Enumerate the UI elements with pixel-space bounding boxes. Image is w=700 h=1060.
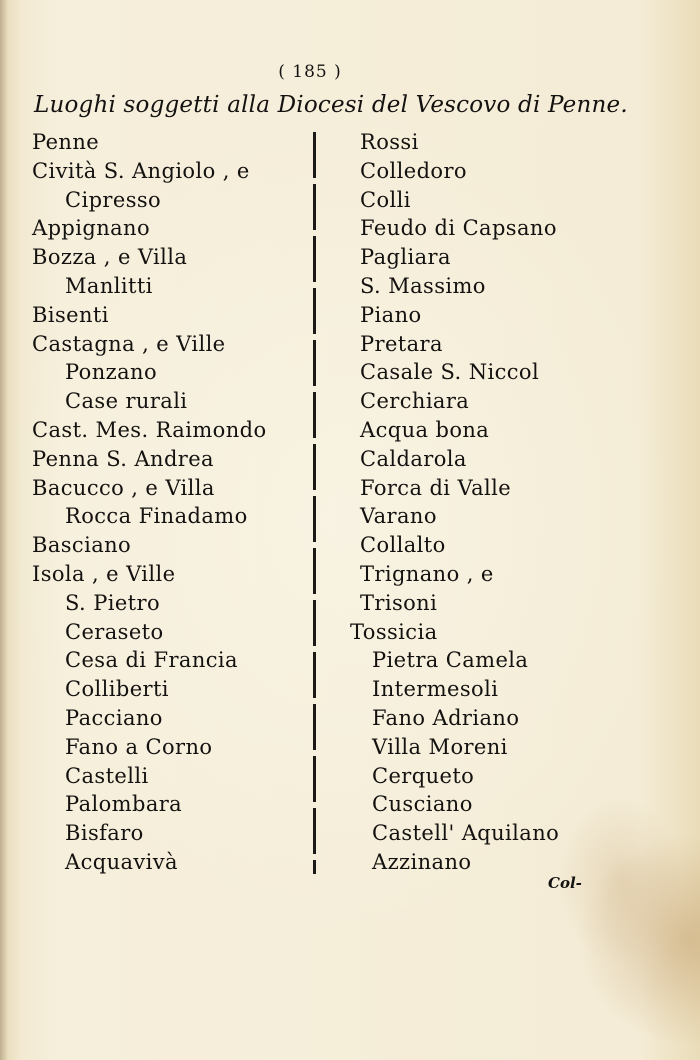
place-entry: Colliberti bbox=[65, 677, 169, 702]
place-entry: Tossicia bbox=[350, 619, 438, 644]
place-entry: Villa Moreni bbox=[372, 734, 508, 759]
right-column-place-list bbox=[350, 128, 590, 877]
place-entry: Basciano bbox=[32, 533, 132, 558]
left-column-place-list bbox=[32, 128, 302, 877]
place-entry: Cipresso bbox=[65, 187, 162, 212]
page-heading: Luoghi soggetti alla Diocesi del Vescovo di Penne. bbox=[34, 92, 628, 118]
place-entry: Cerqueto bbox=[372, 763, 475, 788]
place-entry: Manlitti bbox=[65, 273, 153, 298]
catchword: Col- bbox=[548, 874, 582, 892]
place-entry: Varano bbox=[360, 504, 437, 529]
place-entry: Isola , e Ville bbox=[32, 561, 176, 586]
place-entry: Pietra Camela bbox=[372, 648, 529, 673]
place-entry: Cerchiara bbox=[360, 389, 470, 414]
place-entry: Bozza , e Villa bbox=[32, 245, 188, 270]
place-entry: Bisfaro bbox=[65, 821, 144, 846]
place-entry: S. Pietro bbox=[65, 590, 160, 615]
place-entry: Palombara bbox=[65, 792, 183, 817]
place-entry: Trisoni bbox=[360, 590, 438, 615]
place-entry: Acquavivà bbox=[65, 849, 178, 874]
place-entry: Castell' Aquilano bbox=[372, 821, 560, 846]
place-entry: Pacciano bbox=[65, 705, 163, 730]
place-entry: Colledoro bbox=[360, 158, 467, 183]
place-entry: Trignano , e bbox=[360, 561, 494, 586]
place-entry: Appignano bbox=[32, 216, 151, 241]
place-entry: Cusciano bbox=[372, 792, 473, 817]
place-entry: Rocca Finadamo bbox=[65, 504, 248, 529]
place-entry: Pagliara bbox=[360, 245, 451, 270]
place-entry: Penne bbox=[32, 130, 100, 154]
place-entry: Ceraseto bbox=[65, 619, 164, 644]
place-entry: Colli bbox=[360, 187, 411, 212]
place-entry: Piano bbox=[360, 302, 422, 327]
place-entry: Caldarola bbox=[360, 446, 467, 471]
place-entry: Fano Adriano bbox=[372, 705, 520, 730]
column-divider bbox=[313, 132, 316, 874]
place-entry: Castagna , e Ville bbox=[32, 331, 226, 356]
place-entry: Cività S. Angiolo , e bbox=[32, 158, 250, 183]
place-entry: Fano a Corno bbox=[65, 734, 213, 759]
place-entry: Cast. Mes. Raimondo bbox=[32, 417, 267, 442]
place-entry: Cesa di Francia bbox=[65, 648, 238, 673]
place-entry: Bisenti bbox=[32, 302, 109, 327]
place-entry: Intermesoli bbox=[372, 677, 499, 702]
place-entry: Forca di Valle bbox=[360, 475, 512, 500]
page-number: ( 185 ) bbox=[278, 62, 342, 82]
place-entry: Bacucco , e Villa bbox=[32, 475, 215, 500]
place-entry: Rossi bbox=[360, 130, 419, 154]
page-gutter-shadow bbox=[0, 0, 8, 1060]
place-entry: Case rurali bbox=[65, 389, 188, 414]
place-entry: S. Massimo bbox=[360, 273, 486, 298]
place-entry: Azzinano bbox=[372, 849, 472, 874]
place-entry: Acqua bona bbox=[360, 417, 490, 442]
place-entry: Feudo di Capsano bbox=[360, 216, 557, 241]
place-entry: Collalto bbox=[360, 533, 446, 558]
place-entry: Penna S. Andrea bbox=[32, 446, 214, 471]
place-entry: Castelli bbox=[65, 763, 149, 788]
place-entry: Casale S. Niccol bbox=[360, 360, 540, 385]
place-entry: Ponzano bbox=[65, 360, 157, 385]
place-entry: Pretara bbox=[360, 331, 443, 356]
